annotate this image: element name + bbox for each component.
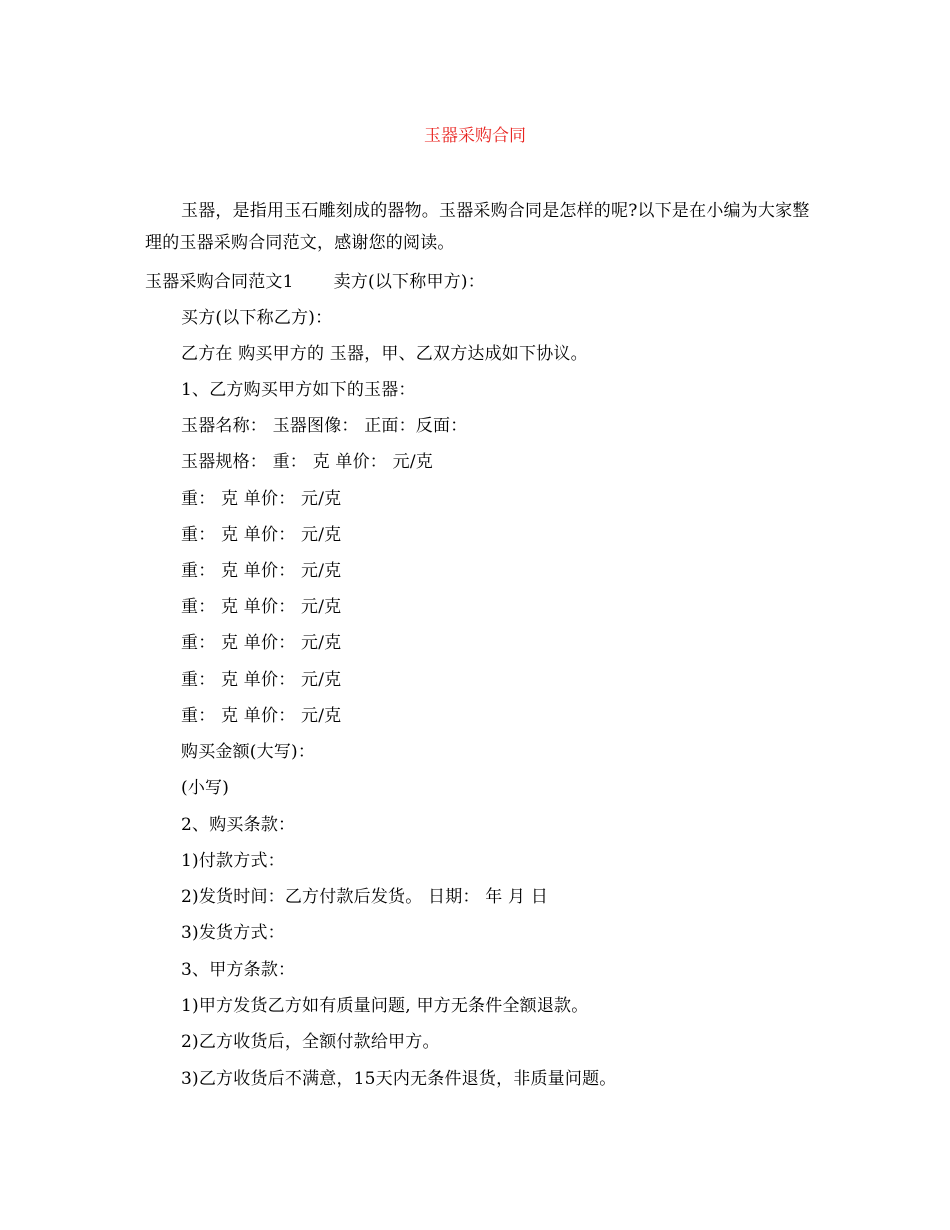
jade-name-line: 玉器名称： 玉器图像： 正面：反面： (181, 416, 468, 436)
amount-lower-line: (小写) (181, 778, 230, 798)
sample-heading: 玉器采购合同范文1 (145, 272, 294, 292)
weight-line: 重： 克 单价： 元/克 (181, 706, 342, 726)
clause1-heading: 1、乙方购买甲方如下的玉器： (181, 380, 416, 400)
weight-line: 重： 克 单价： 元/克 (181, 489, 342, 509)
weight-line: 重： 克 单价： 元/克 (181, 597, 342, 617)
document-title: 玉器采购合同 (424, 126, 526, 146)
intro-paragraph: 玉器，是指用玉石雕刻成的器物。玉器采购合同是怎样的呢?以下是在小编为大家整理的玉器采购合同范文，感谢您的阅读。 (145, 201, 810, 253)
clause3-item: 3)乙方收货后不满意，15天内无条件退货，非质量问题。 (181, 1069, 617, 1089)
clause2-item: 3)发货方式： (181, 923, 285, 943)
weight-line: 重： 克 单价： 元/克 (181, 633, 342, 653)
weight-line: 重： 克 单价： 元/克 (181, 561, 342, 581)
amount-upper-line: 购买金额(大写)： (181, 742, 316, 762)
clause3-item: 2)乙方收货后，全额付款给甲方。 (181, 1032, 440, 1052)
weight-line: 重： 克 单价： 元/克 (181, 525, 342, 545)
buyer-line: 买方(以下称乙方)： (181, 308, 333, 328)
seller-line: 卖方(以下称甲方)： (333, 272, 485, 292)
clause2-item: 1)付款方式： (181, 851, 285, 871)
clause3-item: 1)甲方发货乙方如有质量问题, 甲方无条件全额退款。 (181, 996, 589, 1016)
weight-line: 重： 克 单价： 元/克 (181, 670, 342, 690)
jade-spec-line: 玉器规格： 重： 克 单价： 元/克 (181, 452, 433, 472)
clause2-item: 2)发货时间：乙方付款后发货。 日期： 年 月 日 (181, 887, 549, 907)
sample-heading-row (145, 270, 485, 294)
clause3-heading: 3、甲方条款： (181, 960, 296, 980)
agreement-line: 乙方在 购买甲方的 玉器，甲、乙双方达成如下协议。 (181, 344, 588, 364)
clause2-heading: 2、购买条款： (181, 815, 296, 835)
